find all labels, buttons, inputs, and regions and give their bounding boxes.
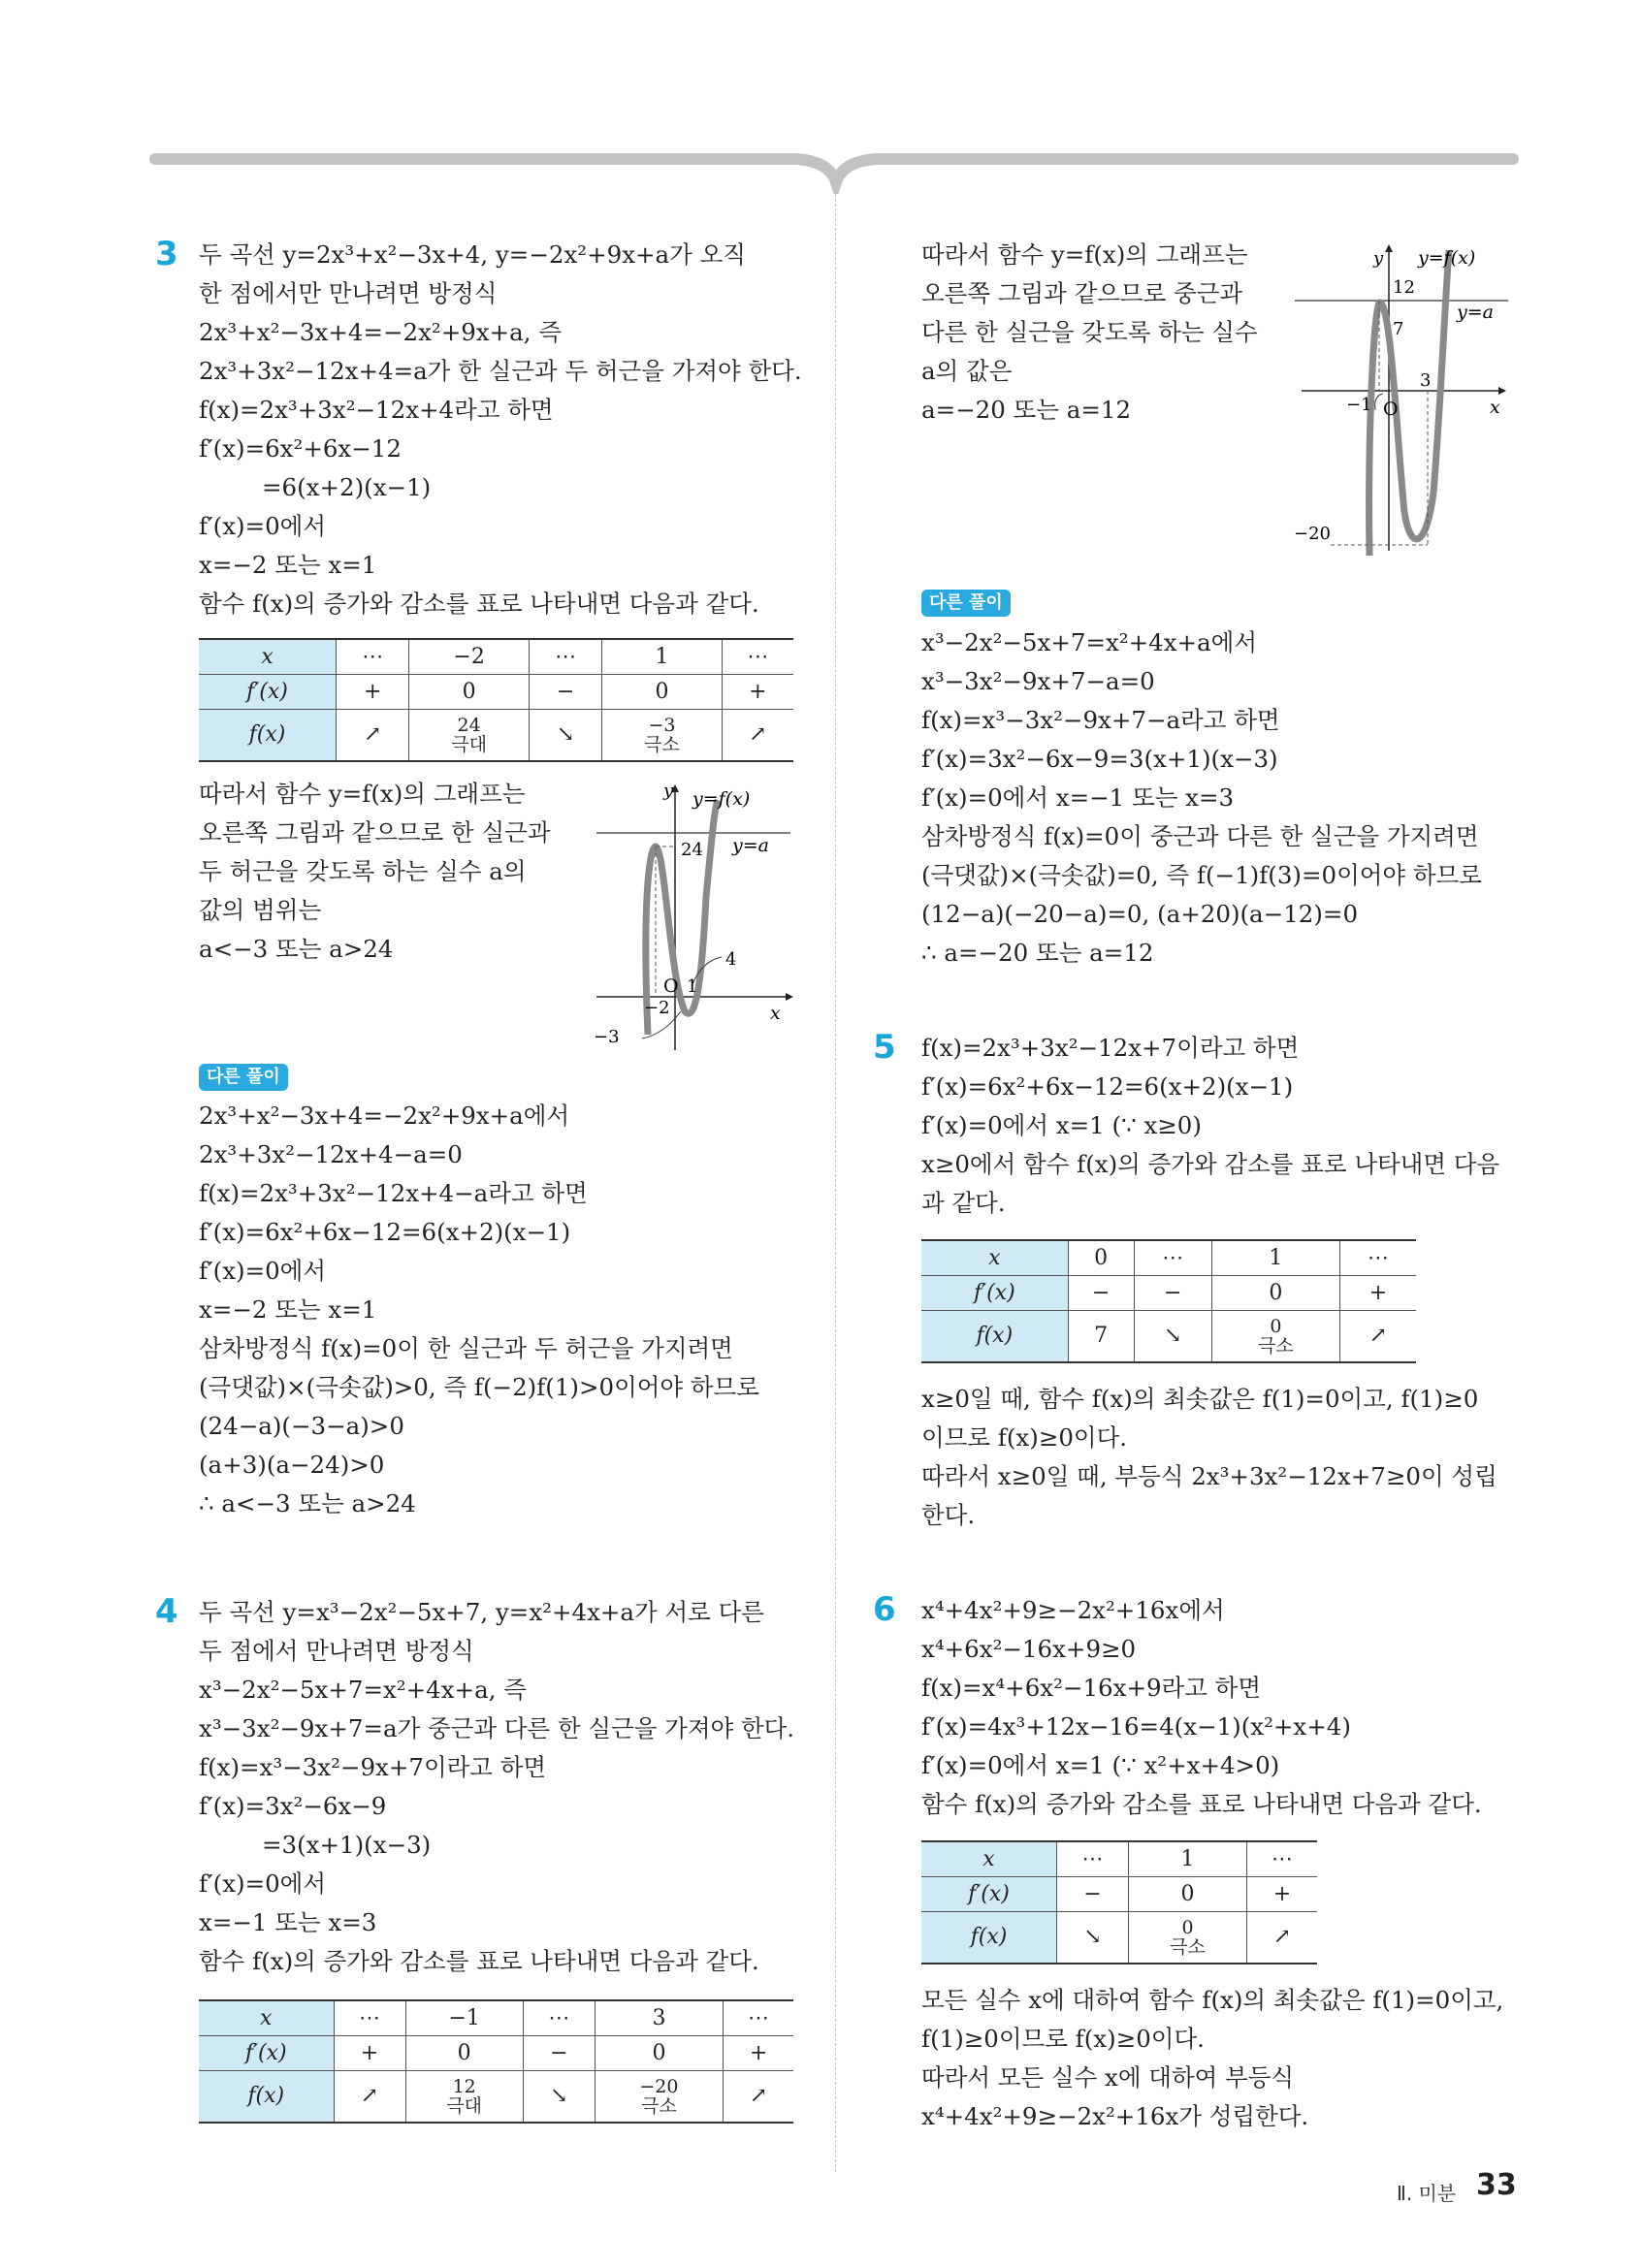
g3-24: 24 <box>681 840 703 860</box>
p3-after: 값의 범위는 <box>199 896 322 924</box>
g3-4: 4 <box>725 949 737 970</box>
p6-after: 따라서 모든 실수 x에 대하여 부등식 <box>921 2063 1295 2092</box>
table-cell: 1 <box>1211 1240 1339 1275</box>
table-cell: − <box>1068 1275 1134 1310</box>
p5-line: 과 같다. <box>921 1189 1006 1217</box>
table-cell: 1 <box>1129 1841 1247 1876</box>
table-cell: ↗ <box>1246 1911 1317 1964</box>
problem-3-number: 3 <box>155 235 178 273</box>
g4-m1: −1 <box>1346 395 1372 415</box>
table-cell: ↗ <box>722 709 793 761</box>
g3-a: y=a <box>732 835 769 856</box>
p5-line: x≥0에서 함수 f(x)의 증가와 감소를 표로 나타내면 다음 <box>921 1150 1500 1178</box>
footer-page-number: 33 <box>1476 2168 1517 2202</box>
p6-after: f(1)≥0이므로 f(x)≥0이다. <box>921 2025 1205 2053</box>
p3-alt-line: 삼차방정식 f(x)=0이 한 실근과 두 허근을 가지려면 <box>199 1334 733 1362</box>
g3-o: O <box>663 975 679 997</box>
cell-value: 0 <box>1181 1916 1194 1938</box>
cell-value: 24 <box>457 714 481 736</box>
problem-4-number: 4 <box>155 1592 178 1631</box>
g3-1: 1 <box>687 976 698 997</box>
cell-note: 극소 <box>641 2094 677 2117</box>
table-cell: + <box>1246 1876 1317 1911</box>
table-cell: − <box>1056 1876 1128 1911</box>
table-row-header: f(x) <box>199 2070 334 2123</box>
table-cell: −1 <box>405 2000 523 2035</box>
problem-6-table <box>921 1840 1317 1965</box>
p6-line: f(x)=x⁴+6x²−16x+9라고 하면 <box>921 1674 1262 1702</box>
table-cell: ⋯ <box>1134 1240 1211 1275</box>
table-row-header: f′(x) <box>199 2035 334 2070</box>
table-cell: 0 <box>602 674 723 709</box>
g3-y: y <box>663 781 674 801</box>
footer-section: Ⅱ. 미분 <box>1397 2182 1457 2205</box>
table-row <box>921 1911 1317 1964</box>
problem-5-table <box>921 1239 1416 1363</box>
g3-x: x <box>770 1003 781 1024</box>
p4-line: 두 점에서 만나려면 방정식 <box>199 1637 474 1665</box>
problem-6-number: 6 <box>873 1590 896 1629</box>
p4-alt-line: f′(x)=0에서 x=−1 또는 x=3 <box>921 783 1235 812</box>
p6-line: f′(x)=0에서 x=1 (∵ x²+x+4>0) <box>921 1751 1280 1779</box>
table-cell: ↘ <box>529 709 601 761</box>
p3-after: a<−3 또는 a>24 <box>199 935 394 963</box>
g4-a: y=a <box>1457 302 1494 323</box>
p3-after: 오른쪽 그림과 같으므로 한 실근과 <box>199 818 551 847</box>
p5-line: f′(x)=0에서 x=1 (∵ x≥0) <box>921 1111 1202 1139</box>
p6-line: x⁴+4x²+9≥−2x²+16x에서 <box>921 1596 1225 1624</box>
g3-m2: −2 <box>644 998 670 1018</box>
p4-alt-badge: 다른 풀이 <box>921 590 1011 617</box>
cell-note: 극소 <box>644 733 680 755</box>
table-row-header: f(x) <box>921 1911 1056 1964</box>
p3-line: 2x³+3x²−12x+4=a가 한 실근과 두 허근을 가져야 한다. <box>199 357 802 385</box>
p3-alt-line: (극댓값)×(극솟값)>0, 즉 f(−2)f(1)>0이어야 하므로 <box>199 1373 759 1401</box>
cell-value: −3 <box>648 714 676 736</box>
p6-after: x⁴+4x²+9≥−2x²+16x가 성립한다. <box>921 2102 1309 2130</box>
table-row <box>199 639 793 674</box>
table-row <box>921 1310 1416 1362</box>
table-row <box>199 2070 793 2123</box>
table-cell: ⋯ <box>722 639 793 674</box>
p3-alt-badge: 다른 풀이 <box>199 1064 288 1091</box>
table-cell: −2 <box>409 639 530 674</box>
table-row-header: f(x) <box>921 1310 1068 1362</box>
cell-note: 극대 <box>446 2094 483 2117</box>
p4-alt-line: x³−2x²−5x+7=x²+4x+a에서 <box>921 628 1258 656</box>
column-divider <box>835 184 836 2172</box>
p4-line: x³−2x²−5x+7=x²+4x+a, 즉 <box>199 1676 527 1704</box>
p3-line: f′(x)=0에서 <box>199 512 327 540</box>
p6-after: 모든 실수 x에 대하여 함수 f(x)의 최솟값은 f(1)=0이고, <box>921 1986 1504 2014</box>
p4-alt-line: (극댓값)×(극솟값)=0, 즉 f(−1)f(3)=0이어야 하므로 <box>921 861 1482 889</box>
p4-after: a=−20 또는 a=12 <box>921 396 1132 424</box>
p6-line: f′(x)=4x³+12x−16=4(x−1)(x²+x+4) <box>921 1712 1351 1741</box>
table-cell: ⋯ <box>337 639 409 674</box>
table-row <box>199 674 793 709</box>
cell-note: 극대 <box>451 733 487 755</box>
p3-alt-line: ∴ a<−3 또는 a>24 <box>199 1489 416 1517</box>
g4-m20: −20 <box>1294 524 1331 544</box>
p4-after: 오른쪽 그림과 같으므로 중근과 <box>921 279 1243 307</box>
g4-o: O <box>1383 399 1399 420</box>
table-row-header: x <box>199 2000 334 2035</box>
table-cell: 0 <box>1211 1275 1339 1310</box>
table-row <box>199 709 793 761</box>
p5-after: 이므로 f(x)≥0이다. <box>921 1423 1128 1452</box>
table-cell: + <box>337 674 409 709</box>
table-cell: 0 <box>595 2035 723 2070</box>
g4-x: x <box>1490 397 1500 418</box>
table-row <box>921 1841 1317 1876</box>
p3-line: 함수 f(x)의 증가와 감소를 표로 나타내면 다음과 같다. <box>199 590 759 618</box>
p3-alt-line: f′(x)=0에서 <box>199 1257 327 1285</box>
p4-alt-line: f(x)=x³−3x²−9x+7−a라고 하면 <box>921 706 1280 734</box>
table-cell <box>409 709 530 761</box>
table-cell <box>405 2070 523 2123</box>
p3-line: 한 점에서만 만나려면 방정식 <box>199 279 498 307</box>
p4-line: f′(x)=3x²−6x−9 <box>199 1792 387 1820</box>
table-cell: 0 <box>405 2035 523 2070</box>
p4-line: x=−1 또는 x=3 <box>199 1908 377 1936</box>
problem-4-graph <box>1290 240 1513 560</box>
top-divider-bar <box>0 0 1642 194</box>
table-cell: + <box>724 2035 793 2070</box>
p4-line: f(x)=x³−3x²−9x+7이라고 하면 <box>199 1753 547 1781</box>
p5-after: 한다. <box>921 1501 976 1529</box>
p4-alt-line: (12−a)(−20−a)=0, (a+20)(a−12)=0 <box>921 900 1359 928</box>
p4-line: =3(x+1)(x−3) <box>262 1831 432 1859</box>
table-cell: ↗ <box>337 709 409 761</box>
table-row-header: f′(x) <box>921 1275 1068 1310</box>
table-cell: ⋯ <box>1056 1841 1128 1876</box>
table-row-header: f(x) <box>199 709 337 761</box>
p5-after: x≥0일 때, 함수 f(x)의 최솟값은 f(1)=0이고, f(1)≥0 <box>921 1385 1479 1413</box>
table-row <box>199 2035 793 2070</box>
g4-y: y <box>1373 248 1384 269</box>
p3-alt-line: 2x³+3x²−12x+4−a=0 <box>199 1140 463 1168</box>
p5-line: f(x)=2x³+3x²−12x+7이라고 하면 <box>921 1034 1300 1062</box>
g3-f: y=f(x) <box>692 788 751 810</box>
table-cell <box>602 709 723 761</box>
table-cell: ↘ <box>1134 1310 1211 1362</box>
p3-after: 따라서 함수 y=f(x)의 그래프는 <box>199 780 526 808</box>
p3-line: =6(x+2)(x−1) <box>262 473 432 501</box>
p4-alt-line: 삼차방정식 f(x)=0이 중근과 다른 한 실근을 가지려면 <box>921 822 1479 850</box>
p4-line: x³−3x²−9x+7=a가 중근과 다른 한 실근을 가져야 한다. <box>199 1714 795 1742</box>
cell-note: 극소 <box>1170 1935 1206 1958</box>
p3-alt-line: f(x)=2x³+3x²−12x+4−a라고 하면 <box>199 1179 588 1207</box>
p3-line: f′(x)=6x²+6x−12 <box>199 434 402 463</box>
p3-alt-line: f′(x)=6x²+6x−12=6(x+2)(x−1) <box>199 1218 571 1246</box>
table-row-header: x <box>921 1841 1056 1876</box>
p6-line: x⁴+6x²−16x+9≥0 <box>921 1635 1137 1663</box>
table-cell: ⋯ <box>724 2000 793 2035</box>
table-cell: ↘ <box>523 2070 595 2123</box>
p4-line: f′(x)=0에서 <box>199 1869 327 1898</box>
table-cell: 7 <box>1068 1310 1134 1362</box>
table-cell: ⋯ <box>529 639 601 674</box>
table-cell: − <box>523 2035 595 2070</box>
table-cell: ⋯ <box>1246 1841 1317 1876</box>
table-cell: + <box>1339 1275 1416 1310</box>
p4-alt-line: ∴ a=−20 또는 a=12 <box>921 939 1154 967</box>
p3-line: f(x)=2x³+3x²−12x+4라고 하면 <box>199 396 554 424</box>
p4-alt-line: x³−3x²−9x+7−a=0 <box>921 667 1155 695</box>
p3-after: 두 허근을 갖도록 하는 실수 a의 <box>199 857 527 885</box>
g3-m3: −3 <box>594 1027 620 1047</box>
table-cell: 0 <box>409 674 530 709</box>
table-cell: ⋯ <box>1339 1240 1416 1275</box>
table-cell: ⋯ <box>334 2000 405 2035</box>
p4-line: 함수 f(x)의 증가와 감소를 표로 나타내면 다음과 같다. <box>199 1947 759 1975</box>
p4-after: 다른 한 실근을 갖도록 하는 실수 <box>921 318 1258 346</box>
problem-3-table <box>199 638 793 762</box>
g4-f: y=f(x) <box>1418 247 1476 269</box>
problem-4-table <box>199 1999 793 2124</box>
table-cell <box>1211 1310 1339 1362</box>
table-cell: + <box>722 674 793 709</box>
p4-after: a의 값은 <box>921 357 1013 385</box>
p3-alt-line: x=−2 또는 x=1 <box>199 1295 377 1324</box>
table-row-header: f′(x) <box>199 674 337 709</box>
p6-line: 함수 f(x)의 증가와 감소를 표로 나타내면 다음과 같다. <box>921 1790 1482 1818</box>
p4-line: 두 곡선 y=x³−2x²−5x+7, y=x²+4x+a가 서로 다른 <box>199 1598 764 1626</box>
g4-12: 12 <box>1393 277 1415 298</box>
table-cell: − <box>529 674 601 709</box>
table-row-header: x <box>199 639 337 674</box>
cell-note: 극소 <box>1258 1334 1294 1357</box>
table-cell: ↗ <box>724 2070 793 2123</box>
table-cell: + <box>334 2035 405 2070</box>
table-cell: 3 <box>595 2000 723 2035</box>
p5-after: 따라서 x≥0일 때, 부등식 2x³+3x²−12x+7≥0이 성립 <box>921 1462 1497 1490</box>
table-row <box>921 1275 1416 1310</box>
table-cell <box>595 2070 723 2123</box>
problem-5-number: 5 <box>873 1028 896 1067</box>
g4-3: 3 <box>1420 370 1432 391</box>
g4-7: 7 <box>1393 319 1404 339</box>
p4-after: 따라서 함수 y=f(x)의 그래프는 <box>921 240 1248 269</box>
table-row <box>921 1876 1317 1911</box>
table-row <box>199 2000 793 2035</box>
table-cell: ↘ <box>1056 1911 1128 1964</box>
p3-alt-line: 2x³+x²−3x+4=−2x²+9x+a에서 <box>199 1102 570 1130</box>
p3-alt-line: (a+3)(a−24)>0 <box>199 1451 385 1479</box>
table-row-header: f′(x) <box>921 1876 1056 1911</box>
p4-alt-line: f′(x)=3x²−6x−9=3(x+1)(x−3) <box>921 745 1278 773</box>
table-cell: ↗ <box>334 2070 405 2123</box>
table-cell: ↗ <box>1339 1310 1416 1362</box>
cell-value: 0 <box>1270 1315 1282 1337</box>
table-cell: 1 <box>602 639 723 674</box>
table-cell <box>1129 1911 1247 1964</box>
cell-value: 12 <box>452 2075 476 2097</box>
table-cell: − <box>1134 1275 1211 1310</box>
p5-line: f′(x)=6x²+6x−12=6(x+2)(x−1) <box>921 1072 1294 1101</box>
table-row-header: x <box>921 1240 1068 1275</box>
p3-alt-line: (24−a)(−3−a)>0 <box>199 1412 404 1440</box>
table-cell: 0 <box>1068 1240 1134 1275</box>
p3-line: x=−2 또는 x=1 <box>199 551 377 579</box>
cell-value: −20 <box>639 2075 679 2097</box>
p3-line: 2x³+x²−3x+4=−2x²+9x+a, 즉 <box>199 318 563 346</box>
table-row <box>921 1240 1416 1275</box>
p3-line: 두 곡선 y=2x³+x²−3x+4, y=−2x²+9x+a가 오직 <box>199 240 746 269</box>
table-cell: 0 <box>1129 1876 1247 1911</box>
table-cell: ⋯ <box>523 2000 595 2035</box>
problem-3-graph <box>582 781 800 1052</box>
